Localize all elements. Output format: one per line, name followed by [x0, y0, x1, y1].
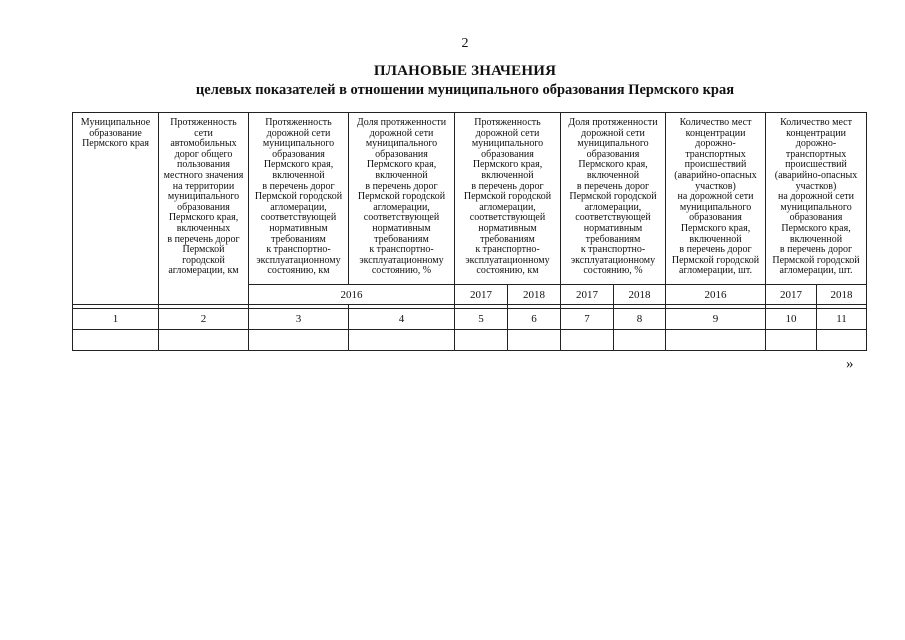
year-cell: 2016: [249, 285, 455, 305]
document-subtitle: целевых показателей в отношении муниципального образования Пермского края: [195, 82, 735, 98]
empty-cell: [561, 330, 614, 351]
column-number: 5: [455, 309, 508, 330]
year-cell: 2018: [817, 285, 867, 305]
empty-cell: [766, 330, 817, 351]
target-indicators-table: [72, 112, 867, 351]
header-compliant-length-plan: Протяженность дорожной сети муниципального образования Пермского края, включенной в перечень дорог Пермской городской агломерации, соответствующей нормативным требованиям к транспортно- эксплуатационному состоянию, км: [455, 113, 561, 285]
header-accident-spots-plan: Количество мест концентрации дорожно- транспортных происшествий (аварийно-опасных участков) на дорожной сети муниципального образования Пермского края, включенной в перечень дорог Пермской городской агломерации, шт.: [766, 113, 867, 285]
column-number: 8: [614, 309, 666, 330]
year-cell: 2016: [666, 285, 766, 305]
year-cell: 2018: [614, 285, 666, 305]
column-number: 7: [561, 309, 614, 330]
header-road-network-length: Протяженность сети автомобильных дорог общего пользования местного значения на территории муниципального образования Пермского края, включенных в перечень дорог Пермской городской агломерации, км: [159, 113, 249, 305]
header-compliant-share-plan: Доля протяженности дорожной сети муниципального образования Пермского края, включенной в перечень дорог Пермской городской агломерации, соответствующей нормативным требованиям к транспортно- эксплуатационному состоянию, %: [561, 113, 666, 285]
header-accident-spots-2016: Количество мест концентрации дорожно- транспортных происшествий (аварийно-опасных участков) на дорожной сети муниципального образования Пермского края, включенной в перечень дорог Пермской городской агломерации, шт.: [666, 113, 766, 285]
page-number: 2: [461, 36, 469, 51]
empty-cell: [159, 330, 249, 351]
empty-cell: [666, 330, 766, 351]
empty-cell: [249, 330, 349, 351]
empty-data-row: [73, 330, 867, 351]
closing-quote-mark: »: [846, 356, 854, 372]
header-municipality: Муниципальное образование Пермского края: [73, 113, 159, 305]
year-cell: 2017: [561, 285, 614, 305]
column-number: 3: [249, 309, 349, 330]
empty-cell: [817, 330, 867, 351]
column-number-row: [73, 309, 867, 330]
year-cell: 2018: [508, 285, 561, 305]
empty-cell: [508, 330, 561, 351]
year-cell: 2017: [766, 285, 817, 305]
column-number: 2: [159, 309, 249, 330]
empty-cell: [614, 330, 666, 351]
document-title: ПЛАНОВЫЕ ЗНАЧЕНИЯ: [373, 63, 557, 79]
header-compliant-length-2016: Протяженность дорожной сети муниципального образования Пермского края, включенной в перечень дорог Пермской городской агломерации, соответствующей нормативным требованиям к транспортно- эксплуатационному состоянию, км: [249, 113, 349, 285]
column-number: 6: [508, 309, 561, 330]
column-number: 4: [349, 309, 455, 330]
empty-cell: [349, 330, 455, 351]
column-number: 1: [73, 309, 159, 330]
empty-cell: [73, 330, 159, 351]
year-cell: 2017: [455, 285, 508, 305]
column-number: 10: [766, 309, 817, 330]
column-number: 11: [817, 309, 867, 330]
table-header-row: [73, 113, 867, 285]
header-compliant-share-2016: Доля протяженности дорожной сети муниципального образования Пермского края, включенной в перечень дорог Пермской городской агломерации, соответствующей нормативным требованиям к транспортно- эксплуатационному состоянию, %: [349, 113, 455, 285]
column-number: 9: [666, 309, 766, 330]
empty-cell: [455, 330, 508, 351]
